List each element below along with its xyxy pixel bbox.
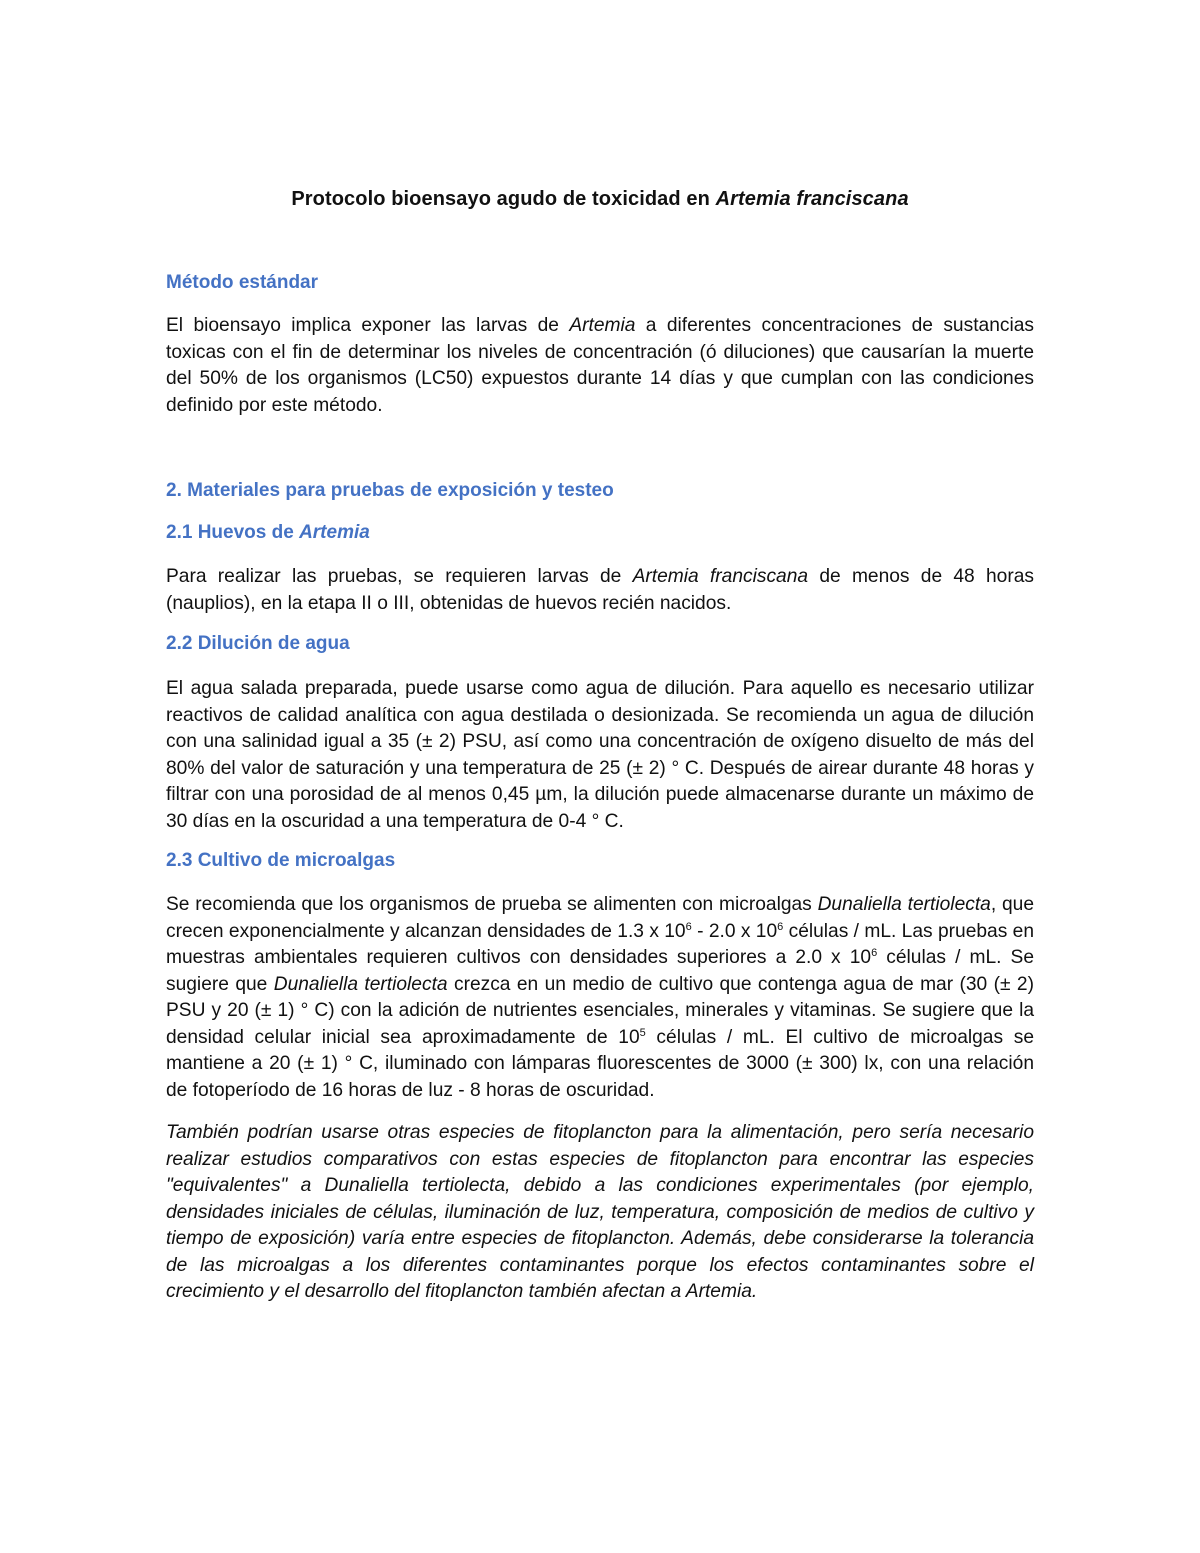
paragraph-metodo bbox=[166, 313, 1034, 419]
heading-materiales: 2. Materiales para pruebas de exposición y testeo bbox=[166, 480, 614, 501]
title-text: Protocolo bioensayo agudo de toxicidad en bbox=[291, 188, 716, 210]
exponent: 6 bbox=[871, 947, 878, 959]
paragraph-dilucion: El agua salada preparada, puede usarse como agua de dilución. Para aquello es necesario utilizar reactivos de calidad analítica con agua destilada o desionizada. Se recomienda un agua de dilución con una salinidad igual a 35 (± 2) PSU, así como una concentración de oxígeno disuelto de más del 80% del valor de saturación y una temperatura de 25 (± 2) ° C. Después de airear durante 48 horas y filtrar con una porosidad de al menos 0,45 µm, la dilución puede almacenarse durante un máximo de 30 días en la oscuridad a una temperatura de 0-4 ° C. bbox=[166, 678, 1034, 832]
species-name: Artemia franciscana bbox=[632, 566, 809, 587]
exponent: 6 bbox=[777, 920, 784, 933]
title-species: Artemia franciscana bbox=[715, 188, 909, 210]
text-run: , que crecen exponencialmente y alcanzan densidades de 1.3 x 10 bbox=[166, 894, 1034, 942]
paragraph-cultivo bbox=[166, 892, 1034, 1104]
text-run: El bioensayo implica exponer las larvas de bbox=[166, 315, 570, 336]
text-run: Se recomienda que los organismos de prueba se alimenten con microalgas bbox=[166, 894, 818, 915]
text-run: células / mL. El cultivo de microalgas se mantiene a 20 (± 1) ° C, iluminado con lámparas fluorescentes de 3000 (± 300) lx, con una relación de fotoperíodo de 16 horas de luz - 8 horas de oscuridad. bbox=[166, 1026, 1035, 1101]
paragraph-nota-fitoplancton: También podrían usarse otras especies de fitoplancton para la alimentación, pero sería necesario realizar estudios comparativos con estas especies de fitoplancton para encontrar las especies "equivalentes" a Dunaliella tertiolecta, debido a las condiciones experimentales (por ejemplo, densidades iniciales de células, iluminación de luz, temperatura, composición de medios de cultivo y tiempo de exposición) varía entre especies de fitoplancton. Además, debe considerarse la tolerancia de las microalgas a los diferentes contaminantes porque los efectos contaminantes sobre el crecimiento y el desarrollo del fitoplancton también afectan a Artemia. bbox=[166, 1122, 1034, 1302]
document-title bbox=[166, 183, 1034, 215]
text-run: - 2.0 x 10 bbox=[691, 920, 778, 942]
heading-text: 2.1 Huevos de bbox=[166, 522, 300, 543]
paragraph-huevos bbox=[166, 564, 1034, 617]
document-body bbox=[166, 183, 1034, 1306]
text-run: Para realizar las pruebas, se requieren larvas de bbox=[166, 566, 633, 587]
heading-huevos-artemia bbox=[166, 519, 1034, 547]
text-run: células / mL. Se sugiere que bbox=[166, 947, 1034, 995]
species-name: Dunaliella tertiolecta bbox=[817, 894, 991, 915]
text-run: de menos de 48 horas (nauplios), en la etapa II o III, obtenidas de huevos recién nacidos. bbox=[166, 566, 1034, 614]
exponent: 6 bbox=[685, 920, 692, 933]
species-name: Artemia bbox=[569, 315, 636, 336]
heading-metodo-estandar: Método estándar bbox=[166, 272, 319, 293]
text-run: crezca en un medio de cultivo que contenga agua de mar (30 (± 2) PSU y 20 (± 1) ° C) con la adición de nutrientes esenciales, minerales y vitaminas. Se sugiere que la densidad celular inicial sea aproximadamente de 10 bbox=[166, 973, 1034, 1048]
heading-dilucion-agua: 2.2 Dilución de agua bbox=[166, 633, 350, 654]
text-run: células / mL. Las pruebas en muestras ambientales requieren cultivos con densidades superiores a 2.0 x 10 bbox=[166, 920, 1034, 968]
heading-cultivo-microalgas: 2.3 Cultivo de microalgas bbox=[166, 850, 396, 871]
text-run: a diferentes concentraciones de sustancias toxicas con el fin de determinar los niveles de concentración (ó diluciones) que causarían la muerte del 50% de los organismos (LC50) expuestos durante 14 días y que cumplan con las condiciones definido por este método. bbox=[166, 315, 1034, 416]
exponent: 5 bbox=[639, 1026, 646, 1039]
species-name: Dunaliella tertiolecta bbox=[273, 973, 448, 995]
heading-species: Artemia bbox=[299, 522, 370, 543]
